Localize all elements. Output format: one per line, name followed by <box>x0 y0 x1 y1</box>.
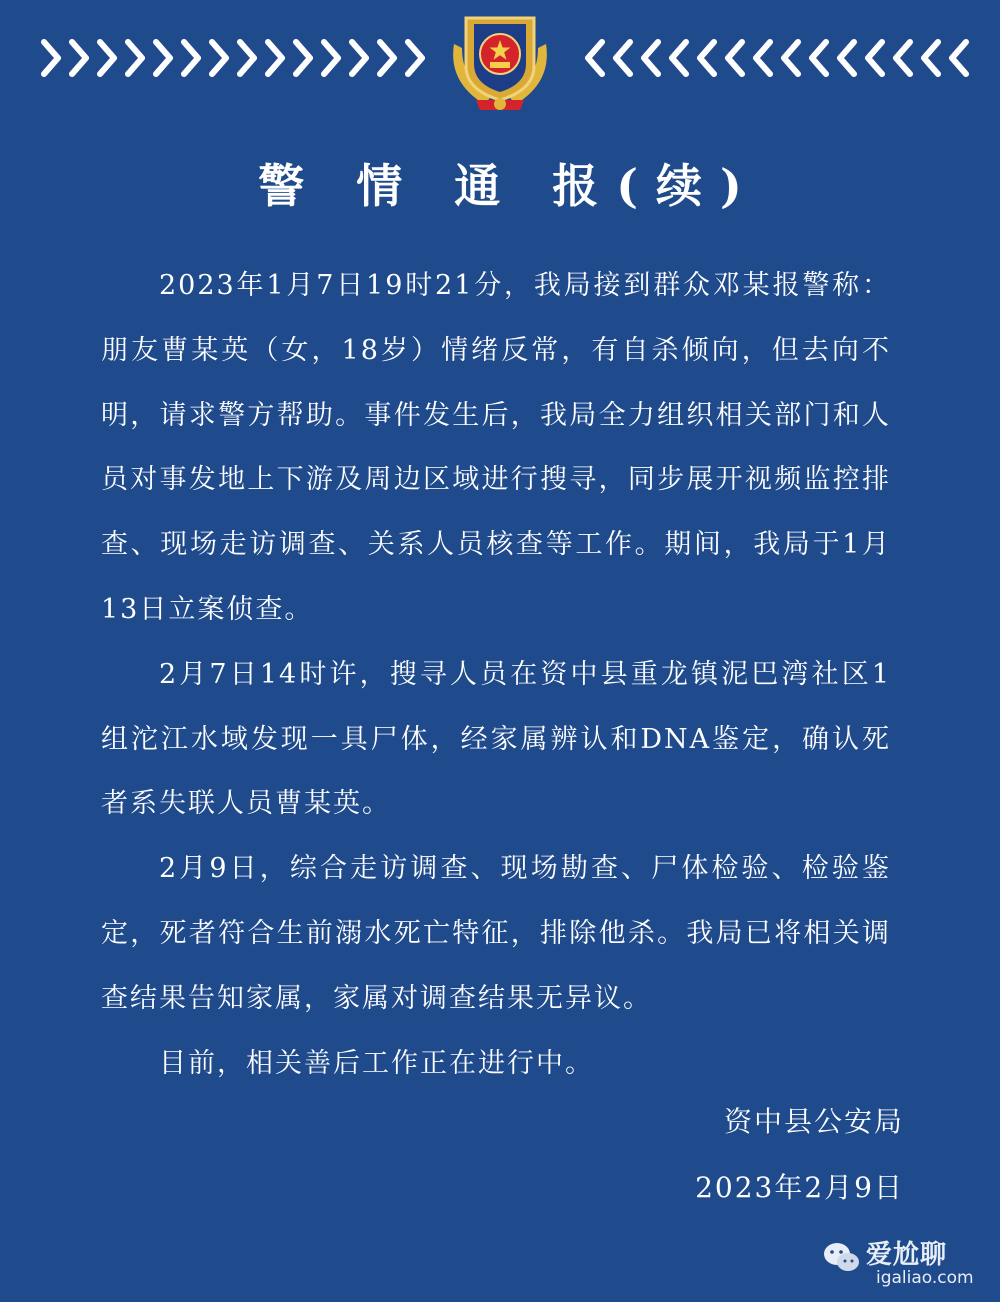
chevron-right-icon <box>292 36 316 80</box>
chevron-right-icon <box>124 36 148 80</box>
paragraph-3: 2月9日，综合走访调查、现场勘查、尸体检验、检验鉴定，死者符合生前溺水死亡特征，排除他杀。我局已将相关调查结果告知家属，家属对调查结果无异议。 <box>101 853 891 1014</box>
chevron-right-icon <box>208 36 232 80</box>
watermark <box>818 1232 994 1292</box>
page-title: 警 情 通 报(续) <box>258 159 760 213</box>
chevron-right-icon <box>68 36 92 80</box>
chevron-right-icon <box>404 36 428 80</box>
chevron-right-icon <box>264 36 288 80</box>
chevron-left-icon <box>946 36 970 80</box>
paragraph-2: 2月7日14时许，搜寻人员在资中县重龙镇泥巴湾社区1组沱江水域发现一具尸体，经家属辨认和DNA鉴定，确认死者系失联人员曹某英。 <box>101 658 891 820</box>
paragraph-1: 2023年1月7日19时21分，我局接到群众邓某报警称：朋友曹某英（女，18岁）情绪反常，有自杀倾向，但去向不明，请求警方帮助。事件发生后，我局全力组织相关部门和人员对事发地上下游及周边区域进行搜寻，同步展开视频监控排查、现场走访调查、关系人员核查等工作。期间，我局于1月13日立案侦查。 <box>101 270 891 625</box>
notice-body <box>101 254 891 1096</box>
chevron-left-icon <box>638 36 662 80</box>
chevron-right-icon <box>152 36 176 80</box>
chevron-left-icon <box>862 36 886 80</box>
chevron-right-icon <box>348 36 372 80</box>
chevron-right-icon <box>320 36 344 80</box>
chevron-right-icon <box>236 36 260 80</box>
chevron-left-icon <box>778 36 802 80</box>
watermark-url: igaliao.com <box>876 1268 974 1288</box>
police-emblem-icon <box>440 4 560 116</box>
chevron-left-icon <box>722 36 746 80</box>
wechat-icon <box>822 1238 862 1278</box>
chevron-left-icon <box>610 36 634 80</box>
chevron-left-icon <box>694 36 718 80</box>
chevron-left-icon <box>666 36 690 80</box>
chevron-band-right <box>582 36 970 80</box>
chevron-left-icon <box>918 36 942 80</box>
chevron-right-icon <box>180 36 204 80</box>
watermark-text: 爱尬聊 <box>866 1240 948 1270</box>
chevron-left-icon <box>750 36 774 80</box>
signature-organization: 资中县公安局 <box>723 1105 904 1138</box>
chevron-left-icon <box>834 36 858 80</box>
chevron-right-icon <box>96 36 120 80</box>
paragraph-4: 目前，相关善后工作正在进行中。 <box>159 1047 594 1079</box>
chevron-right-icon <box>40 36 64 80</box>
chevron-left-icon <box>890 36 914 80</box>
chevron-band-left <box>40 36 428 80</box>
chevron-left-icon <box>806 36 830 80</box>
chevron-left-icon <box>582 36 606 80</box>
chevron-right-icon <box>376 36 400 80</box>
signature-date: 2023年2月9日 <box>695 1171 904 1204</box>
